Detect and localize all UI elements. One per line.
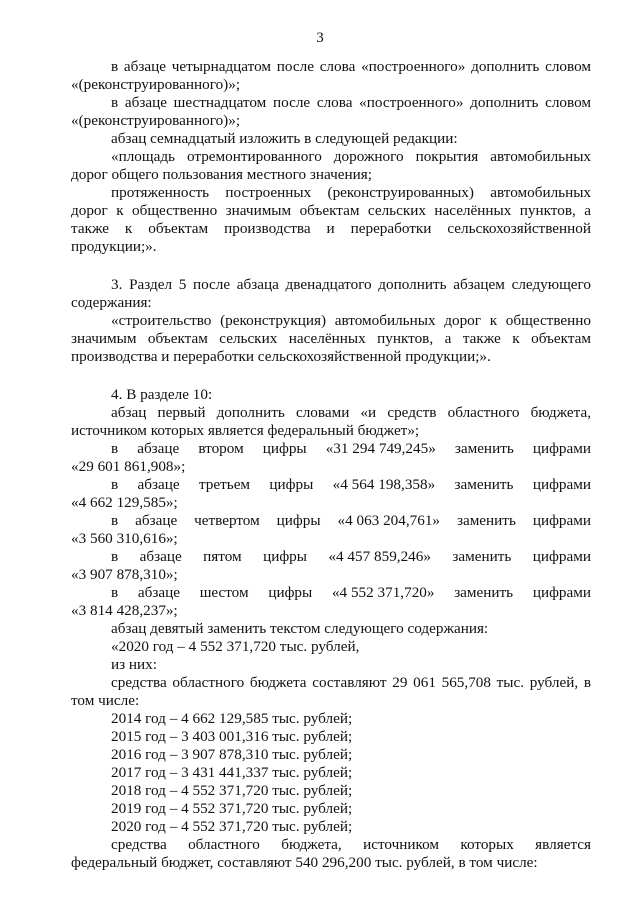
word: «31 294 749,245» [325, 440, 436, 457]
paragraph: средства областного бюджета составляют 29 061 565,708 тыс. рублей, в том числе: [71, 674, 591, 709]
word: третьем [198, 476, 251, 493]
replacement-value: «4 662 129,585»; [71, 494, 178, 511]
replacement-value: «3 907 878,310»; [71, 566, 178, 583]
word: заменить [454, 584, 514, 601]
word: втором [198, 440, 244, 457]
document-body [71, 58, 591, 872]
word: «4 457 859,246» [328, 548, 431, 565]
word: цифрами [532, 548, 591, 565]
year-line: 2020 год – 4 552 371,720 тыс. рублей; [111, 818, 353, 835]
word: цифры [263, 548, 307, 565]
word: абзаце [137, 584, 180, 601]
paragraph: «строительство (реконструкция) автомобильных дорог к общественно значимым объектам сельских населённых пунктов, а также к объектам производства и переработки сельскохозяйственной продукции;». [71, 312, 591, 365]
years-list [71, 710, 591, 836]
word: «4 564 198,358» [332, 476, 436, 493]
word: цифрами [532, 440, 591, 457]
word: пятом [203, 548, 242, 565]
paragraph: «площадь отремонтированного дорожного покрытия автомобильных дорог общего пользования местного значения; [71, 148, 591, 183]
word: абзаце [137, 476, 180, 493]
word: «4 063 204,761» [337, 512, 441, 529]
word: цифрами [532, 512, 591, 529]
word: заменить [456, 512, 516, 529]
replacement-line [111, 584, 591, 602]
year-line: 2014 год – 4 662 129,585 тыс. рублей; [111, 710, 353, 727]
word: в [111, 512, 119, 529]
paragraph: из них: [111, 656, 157, 673]
year-line: 2016 год – 3 907 878,310 тыс. рублей; [111, 746, 353, 763]
word: абзаце [139, 548, 182, 565]
paragraph: «2020 год – 4 552 371,720 тыс. рублей, [111, 638, 360, 655]
year-line: 2018 год – 4 552 371,720 тыс. рублей; [111, 782, 353, 799]
word: шестом [199, 584, 249, 601]
replacement-line [111, 440, 591, 458]
word: четвертом [194, 512, 260, 529]
word: цифры [268, 584, 313, 601]
paragraph: протяженность построенных (реконструированных) автомобильных дорог к общественно значимым объектам сельских населённых пунктов, а также к объектам производства и переработки сельскохозяйственной продукции;». [71, 184, 591, 255]
paragraph: абзац семнадцатый изложить в следующей редакции: [111, 130, 458, 147]
replacement-line [111, 548, 591, 566]
word: в [111, 584, 119, 601]
word: цифры [276, 512, 321, 529]
paragraph: в абзаце шестнадцатом после слова «построенного» дополнить словом «(реконструированного)»; [71, 94, 591, 129]
word: абзаце [137, 440, 180, 457]
section-4-heading: 4. В разделе 10: [111, 386, 213, 403]
word: в [111, 440, 119, 457]
word: цифры [262, 440, 307, 457]
section-3-heading: 3. Раздел 5 после абзаца двенадцатого дополнить абзацем следующего содержания: [71, 276, 591, 311]
word: в [111, 476, 119, 493]
paragraph: абзац первый дополнить словами «и средств областного бюджета, источником которых является федеральный бюджет»; [71, 404, 591, 439]
year-line: 2015 год – 3 403 001,316 тыс. рублей; [111, 728, 353, 745]
word: «4 552 371,720» [331, 584, 435, 601]
paragraph: абзац девятый заменить текстом следующего содержания: [111, 620, 489, 637]
paragraph: средства областного бюджета, источником которых является федеральный бюджет, составляют 540 296,200 тыс. рублей, в том числе: [71, 836, 591, 871]
word: цифрами [532, 476, 591, 493]
year-line: 2019 год – 4 552 371,720 тыс. рублей; [111, 800, 353, 817]
word: заменить [454, 440, 514, 457]
paragraph: в абзаце четырнадцатом после слова «построенного» дополнить словом «(реконструированного)»; [71, 58, 591, 93]
word: заменить [454, 476, 514, 493]
word: заменить [452, 548, 512, 565]
replacement-value: «29 601 861,908»; [71, 458, 186, 475]
replacement-line [111, 512, 591, 530]
word: цифры [269, 476, 314, 493]
replacement-line [111, 476, 591, 494]
word: абзаце [135, 512, 178, 529]
page-number: 3 [316, 30, 324, 46]
replacement-value: «3 814 428,237»; [71, 602, 178, 619]
year-line: 2017 год – 3 431 441,337 тыс. рублей; [111, 764, 353, 781]
replacement-list [71, 440, 591, 620]
replacement-value: «3 560 310,616»; [71, 530, 178, 547]
word: в [111, 548, 119, 565]
word: цифрами [532, 584, 591, 601]
